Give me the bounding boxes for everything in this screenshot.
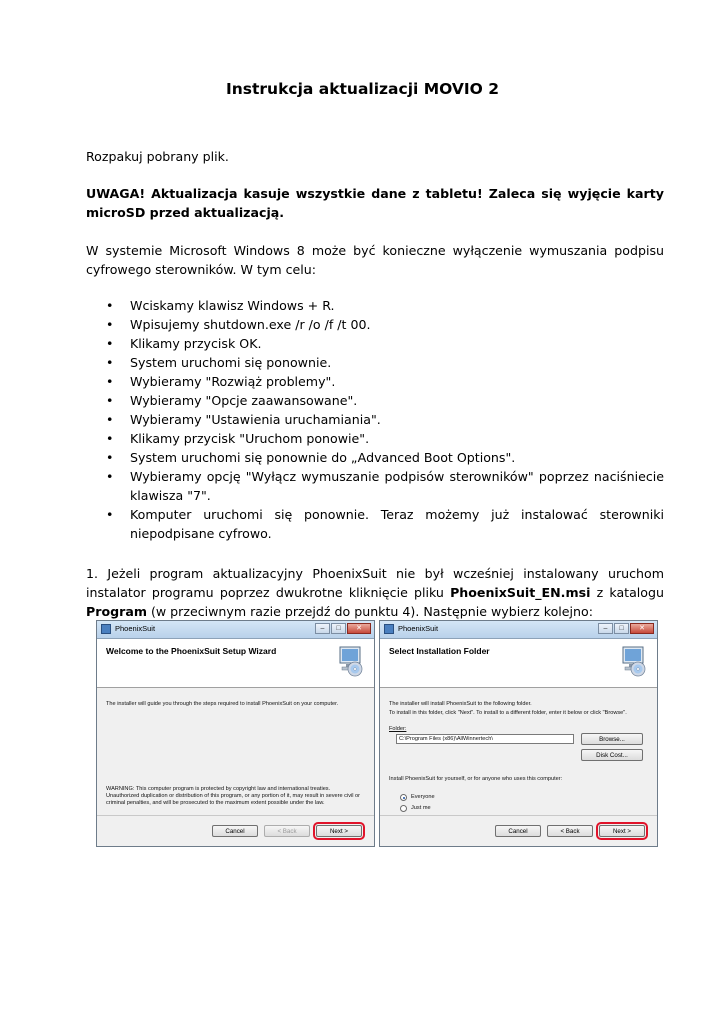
bullet-icon: • — [106, 355, 114, 370]
bullet-icon: • — [106, 412, 114, 427]
minimize-button[interactable]: – — [315, 623, 330, 634]
next-button[interactable]: Next > — [316, 825, 362, 837]
list-item-text: System uruchomi się ponownie do „Advanced Boot Options". — [130, 450, 516, 465]
maximize-button[interactable]: □ — [331, 623, 346, 634]
title-bar — [97, 621, 374, 639]
list-item — [86, 505, 664, 543]
paragraph-windows8: W systemie Microsoft Windows 8 może być konieczne wyłączenie wymuszania podpisu cyfrowego sterowników. W tym celu: — [86, 243, 664, 277]
everyone-radio[interactable] — [400, 794, 407, 801]
bullet-icon: • — [106, 336, 114, 351]
app-icon — [384, 624, 394, 634]
copyright-warning-text: WARNING: This computer program is protected by copyright law and international treaties. Unauthorized duplication or distribution of this program, or any portion of it, may result in severe civil or criminal penalties, and will be prosecuted to the maximum extent possible under the law. — [106, 786, 361, 806]
computer-cd-icon — [621, 645, 647, 679]
list-item-text: Komputer uruchomi się ponownie. Teraz możemy już instalować sterowniki niepodpisane cyfrowo. — [130, 507, 664, 541]
dialog-header — [380, 639, 657, 688]
list-item — [86, 353, 664, 372]
list-item — [86, 467, 664, 505]
bullet-icon: • — [106, 507, 114, 522]
everyone-label: Everyone — [411, 794, 435, 800]
close-button[interactable]: ✕ — [347, 623, 371, 634]
list-item — [86, 429, 664, 448]
list-item-text: Wybieramy opcję "Wyłącz wymuszanie podpisów sterowników" poprzez naciśniecie klawisza "7". — [130, 469, 664, 503]
cancel-button[interactable]: Cancel — [495, 825, 541, 837]
page-title: Instrukcja aktualizacji MOVIO 2 — [225, 80, 500, 98]
dialog-footer — [97, 815, 374, 846]
bullet-icon: • — [106, 431, 114, 446]
bullet-icon: • — [106, 469, 114, 484]
steps-list — [86, 296, 664, 543]
install-for-text: Install PhoenixSuit for yourself, or for anyone who uses this computer: — [389, 776, 563, 782]
cancel-button[interactable]: Cancel — [212, 825, 258, 837]
just-me-radio[interactable] — [400, 805, 407, 812]
install-info-text: The installer will install PhoenixSuit to the following folder. — [389, 701, 532, 707]
just-me-label: Just me — [411, 805, 431, 811]
maximize-button[interactable]: □ — [614, 623, 629, 634]
close-button[interactable]: ✕ — [630, 623, 654, 634]
dialog-footer — [380, 815, 657, 846]
list-item-text: Klikamy przycisk "Uruchom ponowie". — [130, 431, 370, 446]
title-bar — [380, 621, 657, 639]
window-title: PhoenixSuit — [398, 624, 439, 633]
list-item — [86, 334, 664, 353]
list-item — [86, 391, 664, 410]
step1-text-a: 1. Jeżeli program aktualizacyjny PhoenixSuit nie był wcześniej instalowany uruchom instalator programu poprzez dwukrotne kliknięcie pliku — [86, 566, 664, 600]
bullet-icon: • — [106, 317, 114, 332]
list-item-text: Wybieramy "Opcje zaawansowane". — [130, 393, 358, 408]
list-item-text: Wybieramy "Rozwiąż problemy". — [130, 374, 336, 389]
bullet-icon: • — [106, 298, 114, 313]
step1-folder: Program — [86, 604, 147, 619]
intro-text: The installer will guide you through the steps required to install PhoenixSuit on your computer. — [106, 701, 339, 707]
window-title: PhoenixSuit — [115, 624, 156, 633]
list-item — [86, 448, 664, 467]
paragraph-step1 — [86, 564, 664, 621]
folder-label: Folder: — [389, 726, 407, 732]
list-item-text: System uruchomi się ponownie. — [130, 355, 332, 370]
bullet-icon: • — [106, 450, 114, 465]
dialog-header — [97, 639, 374, 688]
browse-button[interactable]: Browse... — [581, 733, 643, 745]
back-button[interactable]: < Back — [264, 825, 310, 837]
list-item-text: Wybieramy "Ustawienia uruchamiania". — [130, 412, 381, 427]
list-item-text: Klikamy przycisk OK. — [130, 336, 262, 351]
dialog-heading: Welcome to the PhoenixSuit Setup Wizard — [106, 646, 277, 656]
select-installation-folder-dialog — [379, 620, 658, 847]
list-item — [86, 296, 664, 315]
minimize-button[interactable]: – — [598, 623, 613, 634]
setup-wizard-welcome-dialog — [96, 620, 375, 847]
next-button[interactable]: Next > — [599, 825, 645, 837]
list-item — [86, 410, 664, 429]
step1-filename: PhoenixSuit_EN.msi — [450, 585, 591, 600]
step1-text-c: (w przeciwnym razie przejdź do punktu 4). Następnie wybierz kolejno: — [146, 604, 593, 619]
list-item — [86, 315, 664, 334]
folder-input[interactable]: C:\Program Files (x86)\AllWinnertech\ — [396, 734, 574, 744]
paragraph-warning: UWAGA! Aktualizacja kasuje wszystkie dane z tabletu! Zaleca się wyjęcie karty microSD przed aktualizacją. — [86, 186, 664, 220]
computer-cd-icon — [338, 645, 364, 679]
disk-cost-button[interactable]: Disk Cost... — [581, 749, 643, 761]
app-icon — [101, 624, 111, 634]
list-item-text: Wpisujemy shutdown.exe /r /o /f /t 00. — [130, 317, 371, 332]
bullet-icon: • — [106, 393, 114, 408]
list-item-text: Wciskamy klawisz Windows + R. — [130, 298, 335, 313]
back-button[interactable]: < Back — [547, 825, 593, 837]
paragraph-unpack: Rozpakuj pobrany plik. — [86, 149, 229, 164]
bullet-icon: • — [106, 374, 114, 389]
install-instructions-text: To install in this folder, click "Next". To install to a different folder, enter it below or click "Browse". — [389, 710, 627, 716]
list-item — [86, 372, 664, 391]
dialog-heading: Select Installation Folder — [389, 646, 490, 656]
step1-text-b: z katalogu — [590, 585, 664, 600]
